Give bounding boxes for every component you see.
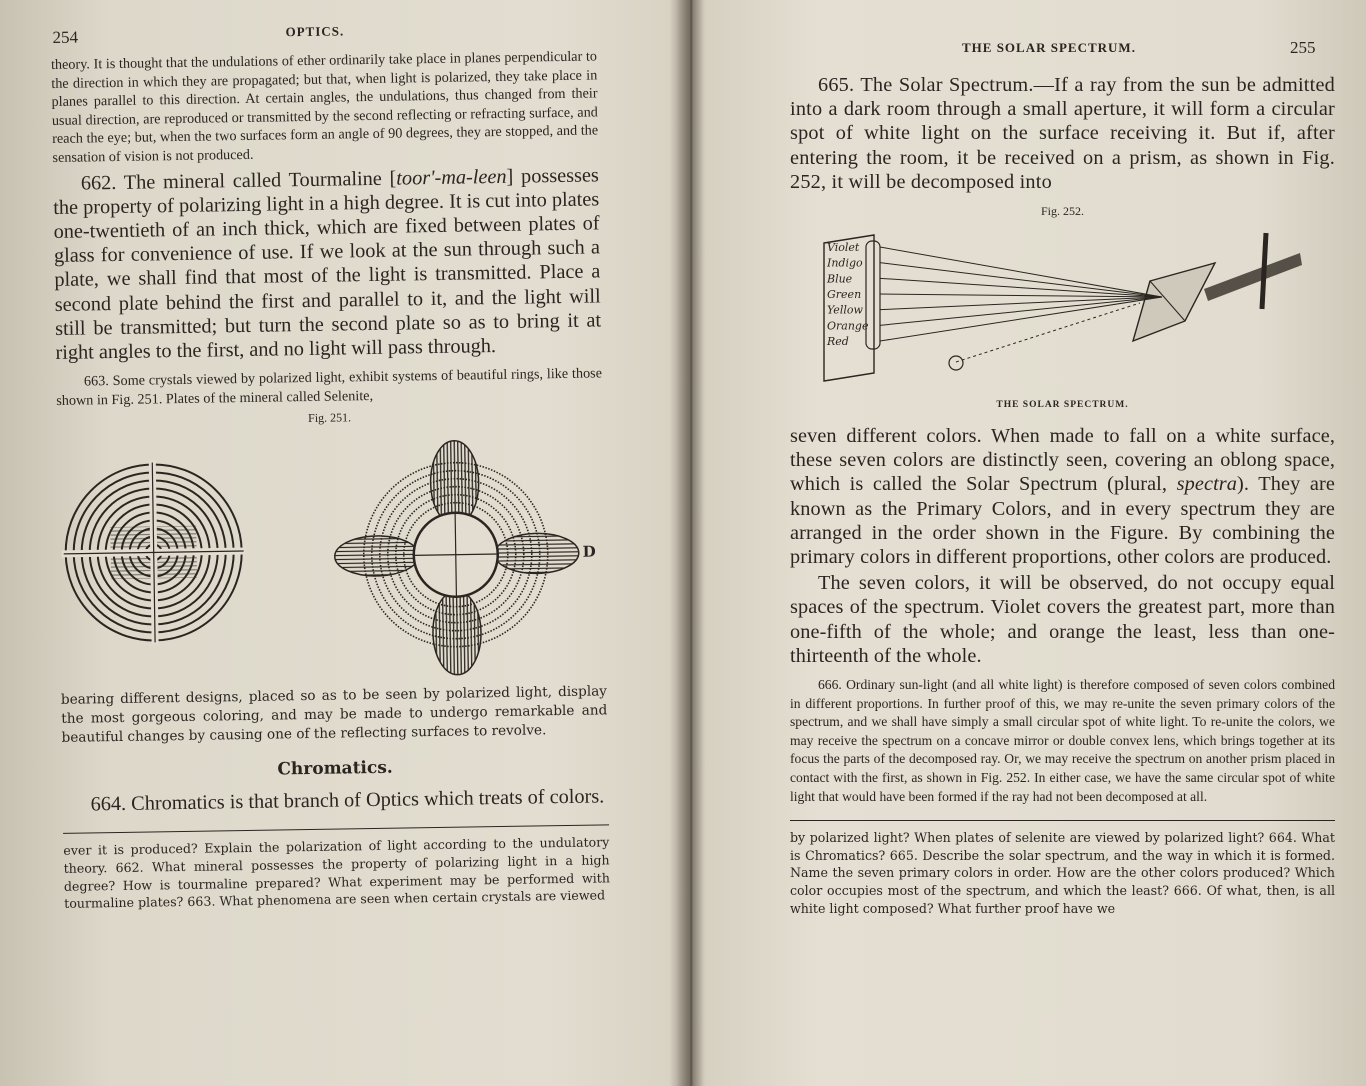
right-running-head: [790, 0, 1335, 57]
paragraph-665-colors: The seven colors, it will be observed, do not occupy equal spaces of the spectrum. Violet covers the greatest part, more than one-fifth of the whole; and orange the least, less than one-thirteenth of the whole.: [790, 572, 1335, 667]
paragraph-665-body-a: seven different colors. When made to fall on a white surface, these seven colors are distinctly seen, covering an oblong space, which is called the Solar Spectrum (plural,: [790, 425, 1335, 496]
paragraph-665-intro: 665. The Solar Spectrum.—If a ray from the sun be admitted into a dark room through a small aperture, it will form a circular spot of white light on the surface receiving it. But if, after entering the room, it be received on a prism, as shown in Fig. 252, it will be decomposed into: [790, 74, 1335, 193]
figure-252: [790, 223, 1335, 391]
figure-252-caption: THE SOLAR SPECTRUM.: [996, 400, 1129, 411]
figure-251-marker: D: [582, 542, 596, 562]
left-running-head: [50, 0, 597, 47]
figure-252-label: Fig. 252.: [1040, 204, 1084, 219]
selenite-rings-design-a: [60, 459, 247, 646]
figure-251: [57, 426, 607, 685]
spectrum-color-labels: [826, 241, 869, 348]
ray-violet: [880, 247, 1162, 297]
left-footnote-rule: [63, 825, 609, 835]
selenite-rings-design-b: [333, 439, 598, 677]
sunlight-ray: [1204, 253, 1302, 301]
spectrum-label-orange: Orange: [827, 319, 869, 333]
tourmaline-pronunciation: toor'-ma-leen: [396, 165, 507, 190]
chromatics-heading: Chromatics.: [277, 757, 393, 780]
paragraph-664: 664. Chromatics is that branch of Optics which treats of colors.: [90, 785, 605, 816]
dispersed-rays: [880, 247, 1162, 341]
right-questions: by polarized light? When plates of selenite are viewed by polarized light? 664. What is Chromatics? 665. Describe the solar spectrum, and the way in which it is formed. Name the seven primary colors in order. How are the other colors produced? Which color occupies most of the spectrum, and which the least? 666. Of what, then, is all white light composed? What further proof have we: [790, 830, 1335, 916]
spectrum-label-green: Green: [827, 288, 862, 302]
spectrum-label-yellow: Yellow: [827, 303, 863, 317]
paragraph-666: 666. Ordinary sun-light (and all white light) is therefore composed of seven colors combined in different proportions. In further proof of this, we may re-unite the seven primary colors of the spectrum, and we shall have simply a small circular spot of white light. To re-unite the colors, we may receive the spectrum on a concave mirror or double convex lens, which brings together at its focus the parts of the decomposed ray. Or, we may receive the spectrum on another prism placed in contact with the first, as shown in Fig. 252. In either case, we have the same circular spot of white light that would have been formed if the ray had not been decomposed at all.: [790, 677, 1335, 804]
paragraph-665-body-b: ). They are known as the Primary Colors, and in every spectrum they are arranged in the order shown in the Figure. By combining the primary colors in different proportions, other colors are produced.: [790, 473, 1335, 569]
aperture-shutter: [1262, 233, 1266, 309]
spectra-word: spectra: [1176, 473, 1238, 496]
spectrum-band: [866, 241, 880, 349]
right-page-header: THE SOLAR SPECTRUM.: [962, 40, 1136, 55]
paragraph-663: 663. Some crystals viewed by polarized light, exhibit systems of beautiful rings, like those shown in Fig. 251. Plates of the mineral called Selenite,: [56, 365, 603, 409]
left-page-number: 254: [52, 27, 79, 47]
figure-251-label: Fig. 251.: [307, 410, 352, 426]
left-questions: ever it is produced? Explain the polarization of light according to the undulatory theory. 662. What mineral possesses the property of polarizing light in a high degree? How is tourmaline prepared? What experiment may be performed with tourmaline plates? 663. What phenomena are seen when certain crystals are viewed: [63, 834, 610, 912]
paragraph-662-text-a: 662. The mineral called Tourmaline [: [80, 167, 397, 195]
left-page-header: OPTICS.: [285, 23, 345, 40]
right-page: [790, 0, 1335, 917]
spectrum-label-indigo: Indigo: [827, 256, 863, 270]
paragraph-665-body: [790, 424, 1335, 569]
paragraph-663-continued: bearing different designs, placed so as to be seen by polarized light, display the most gorgeous coloring, and may be made to undergo remarkable and beautiful changes by causing one of the reflecting surfaces to revolve.: [60, 683, 608, 746]
prism: [1133, 263, 1215, 341]
right-footnote-rule: [790, 820, 1335, 821]
undeviated-ray: [956, 303, 1140, 362]
ray-indigo: [880, 263, 1162, 297]
book-gutter: [676, 0, 706, 1086]
white-light-spot: [949, 356, 963, 370]
paragraph-662: [53, 163, 602, 365]
spectrum-label-violet: Violet: [827, 241, 860, 255]
left-page: [50, 0, 610, 913]
spectrum-label-blue: Blue: [827, 272, 853, 286]
paragraph-662-text-b: ] possesses the property of polarizing light in a high degree. It is cut into plates one-twentieth of an inch thick, which are fixed between plates of glass for convenience of use. If we look at the sun through such a plate, we shall find that most of the light is transmitted. Place a second plate behind the first and parallel to it, and the light will still be transmitted; but turn the second plate so as to bring it at right angles to the first, and no light will pass through.: [53, 163, 602, 364]
right-page-number: 255: [1290, 38, 1316, 57]
paragraph-continued: theory. It is thought that the undulations of ether ordinarily take place in planes perpendicular to the direction in which they are propagated; but that, when light is polarized, they take place in planes parallel to this direction. At certain angles, the undulations, thus changed from their usual direction, are reproduced or transmitted by the second reflecting or refracting surface, and reach the eye; but, when the two surfaces form an angle of 90 degrees, they are stopped, and the sensation of vision is not produced.: [50, 48, 599, 166]
ray-orange: [880, 297, 1162, 325]
spectrum-label-red: Red: [827, 335, 849, 349]
